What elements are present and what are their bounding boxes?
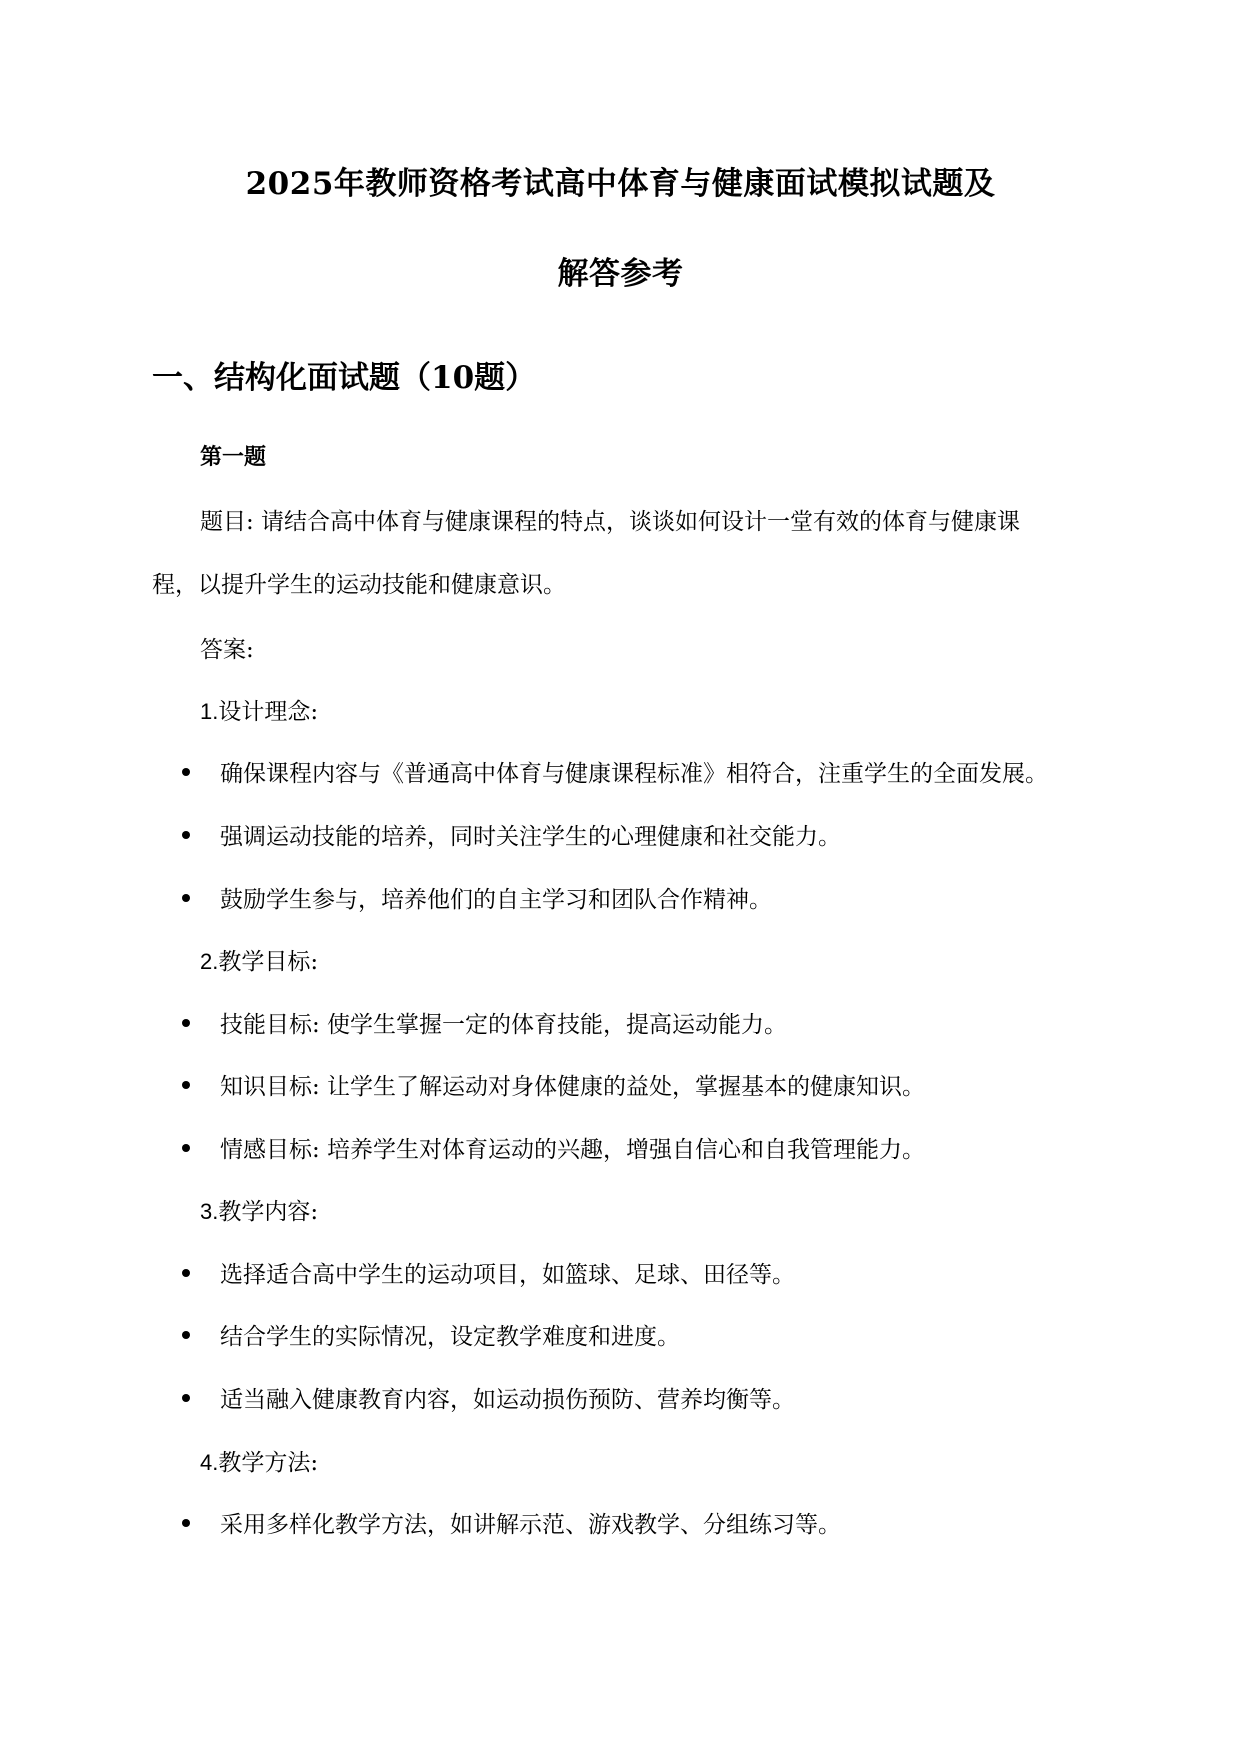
bullet-icon [182,768,190,776]
list-item [182,881,772,914]
section-title: 教学目标: [218,949,319,975]
document-title-line-1: 2025年教师资格考试高中体育与健康面试模拟试题及 [245,166,996,202]
question-text-line-2: 程，以提升学生的运动技能和健康意识。 [152,572,566,598]
list-item [182,1256,795,1289]
section-title: 教学方法: [218,1450,319,1476]
list-item-text: 情感目标: 培养学生对体育运动的兴趣，增强自信心和自我管理能力。 [220,1137,926,1163]
answer-section-heading [200,943,318,976]
section-number: 2. [200,949,219,974]
bullet-icon [182,1519,190,1527]
list-item-text: 强调运动技能的培养，同时关注学生的心理健康和社交能力。 [220,824,841,850]
list-item-text: 适当融入健康教育内容，如运动损伤预防、营养均衡等。 [220,1387,795,1413]
bullet-icon [182,1019,190,1027]
list-item [182,755,1048,788]
answer-label: 答案: [200,637,254,663]
bullet-icon [182,1081,190,1089]
answer-section-heading [200,693,318,726]
answer-section-heading [200,1444,318,1477]
section-number: 3. [200,1199,219,1224]
section-number: 4. [200,1450,219,1475]
list-item [182,1131,925,1164]
list-item-text: 知识目标: 让学生了解运动对身体健康的益处，掌握基本的健康知识。 [220,1074,926,1100]
list-item [182,1506,841,1539]
section-title: 设计理念: [218,699,319,725]
list-item-text: 确保课程内容与《普通高中体育与健康课程标准》相符合，注重学生的全面发展。 [220,761,1048,787]
bullet-icon [182,1331,190,1339]
list-item-text: 选择适合高中学生的运动项目，如篮球、足球、田径等。 [220,1262,795,1288]
list-item [182,1068,925,1101]
list-item-text: 采用多样化教学方法，如讲解示范、游戏教学、分组练习等。 [220,1512,841,1538]
list-item [182,1381,795,1414]
bullet-icon [182,1269,190,1277]
document-title-line-2: 解答参考 [557,256,684,292]
section-title: 教学内容: [218,1199,319,1225]
bullet-icon [182,831,190,839]
question-text-line-1: 题目: 请结合高中体育与健康课程的特点，谈谈如何设计一堂有效的体育与健康课 [200,509,1021,535]
question-heading: 第一题 [200,444,267,470]
list-item [182,1318,680,1351]
section-number: 1. [200,699,219,724]
list-item [182,818,841,851]
list-item-text: 结合学生的实际情况，设定教学难度和进度。 [220,1324,680,1350]
section-heading: 一、结构化面试题（10题） [152,360,537,396]
list-item-text: 鼓励学生参与，培养他们的自主学习和团队合作精神。 [220,887,772,913]
bullet-icon [182,1394,190,1402]
bullet-icon [182,894,190,902]
bullet-icon [182,1144,190,1152]
list-item-text: 技能目标: 使学生掌握一定的体育技能，提高运动能力。 [220,1012,788,1038]
list-item [182,1006,787,1039]
answer-section-heading [200,1193,318,1226]
